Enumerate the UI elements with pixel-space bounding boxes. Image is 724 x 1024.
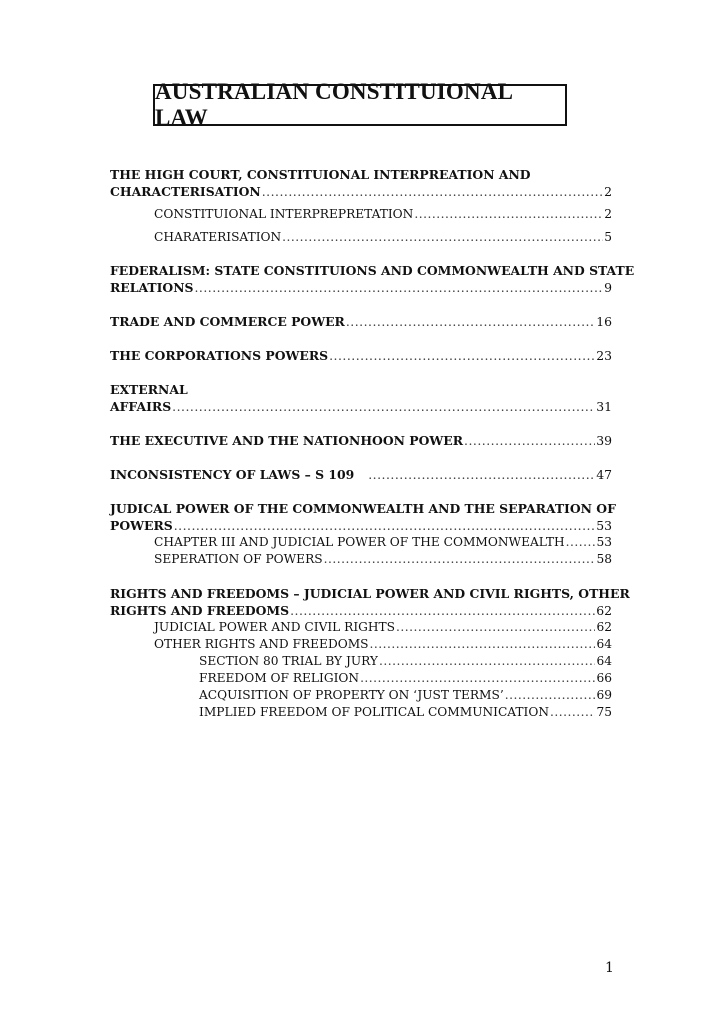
toc-entry-label: THE CORPORATIONS POWERS	[110, 348, 329, 363]
leader-dots	[368, 466, 595, 483]
toc-page-number: 62	[596, 603, 612, 618]
leader-dots	[396, 619, 596, 636]
toc-entry-label: FREEDOM OF RELIGION	[199, 671, 360, 685]
toc-page-number: 58	[596, 552, 612, 566]
toc-page-number: 53	[596, 518, 612, 533]
leader-dots	[290, 602, 595, 619]
toc-entry-label: INCONSISTENCY OF LAWS – S 109	[110, 467, 355, 482]
toc-page-number: 5	[604, 230, 612, 244]
toc-subentry-chapter-iii[interactable]	[110, 534, 612, 551]
toc-entry-label: ACQUISITION OF PROPERTY ON ‘JUST TERMS’	[199, 688, 504, 702]
document-title-box	[153, 79, 567, 130]
toc-entry-label: THE EXECUTIVE AND THE NATIONHOON POWER	[110, 433, 464, 448]
toc-entry-label: RIGHTS AND FREEDOMS – JUDICIAL POWER AND CIVIL RIGHTS, OTHER	[110, 586, 630, 601]
leader-dots	[414, 206, 603, 223]
toc-page-number: 75	[596, 705, 612, 719]
toc-entry-label: RIGHTS AND FREEDOMS	[110, 603, 290, 618]
toc-page-number: 23	[596, 348, 612, 363]
toc-subentry-freedom-religion[interactable]	[110, 670, 612, 687]
toc-entry-label: CHARACTERISATION	[110, 184, 261, 199]
toc-page-number: 16	[596, 314, 612, 329]
toc-entry-judicial-power[interactable]	[110, 500, 616, 534]
toc-subentry-civil-rights[interactable]	[110, 619, 612, 636]
toc-entry-trade-commerce[interactable]	[110, 313, 612, 330]
toc-page-number: 64	[596, 654, 612, 668]
toc-entry-label: FEDERALISM: STATE CONSTITUIONS AND COMMONWEALTH AND STATE	[110, 263, 635, 278]
toc-page-number: 47	[596, 467, 612, 482]
toc-entry-label: JUDICIAL POWER AND CIVIL RIGHTS	[154, 620, 395, 634]
leader-dots	[172, 398, 595, 415]
leader-dots	[346, 313, 595, 330]
toc-entry-rights-freedoms[interactable]	[110, 585, 630, 619]
toc-subentry-just-terms[interactable]	[110, 687, 612, 704]
toc-entry-federalism[interactable]	[110, 262, 635, 296]
leader-dots	[360, 670, 595, 687]
toc-page-number: 39	[596, 433, 612, 448]
toc-entry-label: SECTION 80 TRIAL BY JURY	[199, 654, 378, 668]
toc-entry-corporations[interactable]	[110, 347, 612, 364]
toc-subentry-characterisation[interactable]	[110, 229, 612, 246]
toc-entry-label: CHAPTER III AND JUDICIAL POWER OF THE COMMONWEALTH	[154, 535, 565, 549]
leader-dots	[329, 347, 595, 364]
toc-entry-label: JUDICAL POWER OF THE COMMONWEALTH AND THE SEPARATION OF	[110, 501, 616, 516]
leader-dots	[194, 279, 603, 296]
toc-page-number: 2	[604, 207, 612, 221]
toc-entry-label: THE HIGH COURT, CONSTITUIONAL INTERPREATION AND	[110, 167, 531, 182]
toc-page-number: 31	[596, 399, 612, 414]
toc-entry-label: OTHER RIGHTS AND FREEDOMS	[154, 637, 369, 651]
leader-dots	[370, 636, 596, 653]
toc-entry-label: CONSTITUIONAL INTERPREPRETATION	[154, 207, 414, 221]
toc-subentry-trial-by-jury[interactable]	[110, 653, 612, 670]
toc-subentry-other-rights[interactable]	[110, 636, 612, 653]
leader-dots	[262, 183, 603, 200]
leader-dots	[379, 653, 596, 670]
leader-dots	[174, 517, 596, 534]
toc-subentry-political-communication[interactable]	[110, 704, 612, 721]
toc-page-number: 69	[596, 688, 612, 702]
toc-page-number: 66	[596, 671, 612, 685]
leader-dots	[550, 704, 595, 721]
leader-dots	[464, 432, 595, 449]
toc-page-number: 53	[596, 535, 612, 549]
toc-page-number: 2	[604, 184, 612, 199]
document-title: AUSTRALIAN CONSTITUIONAL LAW	[155, 79, 512, 130]
toc-entry-label: CHARATERISATION	[154, 230, 282, 244]
toc-entry-label: AFFAIRS	[110, 399, 172, 414]
toc-entry-label: IMPLIED FREEDOM OF POLITICAL COMMUNICATION	[199, 705, 550, 719]
leader-dots	[505, 687, 596, 704]
toc-entry-high-court[interactable]	[110, 166, 612, 200]
table-of-contents	[110, 166, 635, 721]
toc-page-number: 62	[596, 620, 612, 634]
leader-dots	[566, 534, 596, 551]
toc-page-number: 64	[596, 637, 612, 651]
toc-entry-label: SEPERATION OF POWERS	[154, 552, 323, 566]
leader-dots	[282, 229, 603, 246]
leader-dots	[324, 551, 596, 568]
toc-entry-inconsistency[interactable]	[110, 466, 612, 483]
toc-page-number: 9	[604, 280, 612, 295]
toc-entry-label: TRADE AND COMMERCE POWER	[110, 314, 345, 329]
toc-entry-label: RELATIONS	[110, 280, 194, 295]
toc-entry-label: EXTERNAL	[110, 382, 188, 397]
toc-entry-executive[interactable]	[110, 432, 612, 449]
page-number: 1	[605, 960, 614, 976]
toc-entry-label: POWERS	[110, 518, 173, 533]
toc-entry-external-affairs[interactable]	[110, 381, 612, 415]
toc-subentry-separation[interactable]	[110, 551, 612, 568]
toc-subentry-interpretation[interactable]	[110, 206, 612, 223]
